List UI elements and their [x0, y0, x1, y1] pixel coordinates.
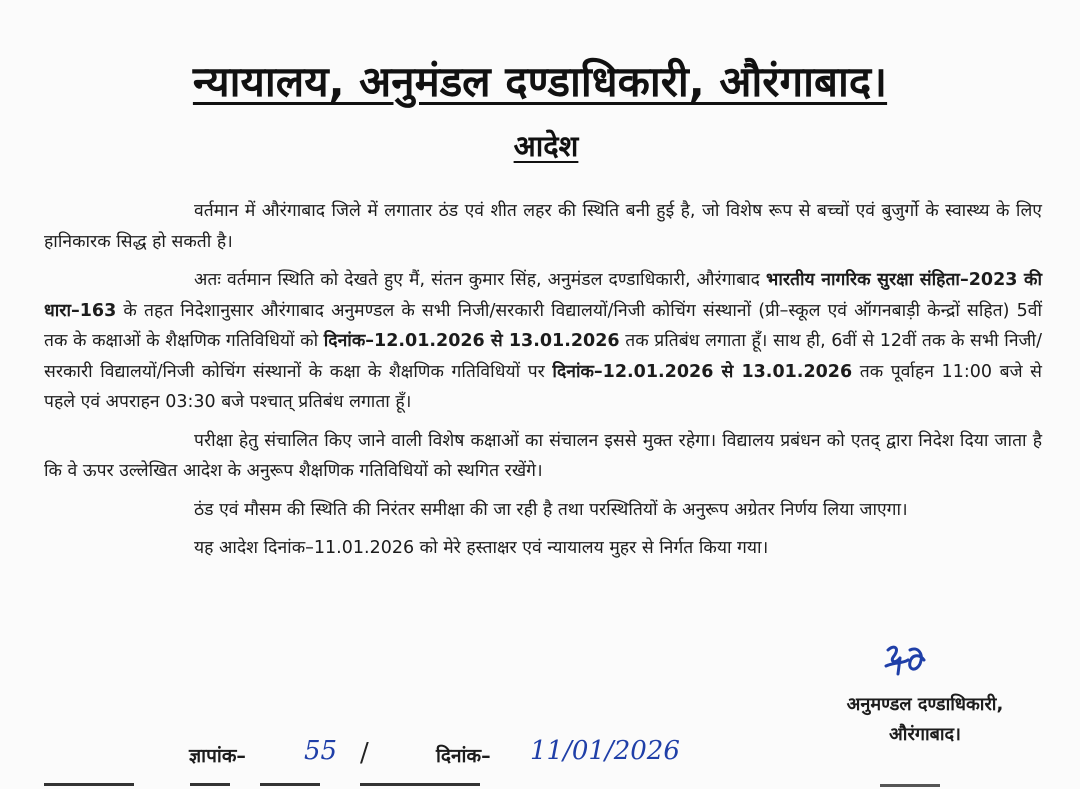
cropped-next-line: [0, 779, 1080, 789]
order-body: [44, 196, 1042, 572]
designation-place: औरंगाबाद।: [889, 724, 961, 745]
order-scope-primary: के तहत निदेशानुसार औरंगाबाद अनुमण्डल के सभी निजी/सरकारी विद्यालयों/निजी कोचिंग संस्थानों (प्री–स्कूल एवं ऑगनबाड़ी केन्द्रों सहित) 5वीं तक के कक्षाओं के शैक्षणिक गतिविधियों को: [44, 300, 1042, 351]
date-value: 11/01/2026: [530, 736, 680, 766]
order-timing: तक पूर्वाहन 11:00 बजे से पहले एवं अपराहन 03:30 बजे पश्चात् प्रतिबंध लगाता हूँ।: [44, 361, 1042, 412]
paragraph-review: ठंड एवं मौसम की स्थिति की निरंतर समीक्षा की जा रही है तथा परस्थितियों के अनुरूप अग्रेतर निर्णय लिया जाएगा।: [194, 499, 908, 520]
memo-number: 55: [304, 736, 338, 766]
order-intro: अतः वर्तमान स्थिति को देखते हुए मैं, संतन कुमार सिंह, अनुमंडल दण्डाधिकारी, औरंगाबाद: [194, 270, 760, 290]
order-heading: आदेश: [513, 129, 579, 163]
court-title: न्यायालय, अनुमंडल दण्डाधिकारी, औरंगाबाद।: [192, 57, 888, 106]
order-scope-secondary: तक प्रतिबंध लगाता हूँ। साथ ही, 6वीं से 12वीं तक के सभी निजी/सरकारी विद्यालयों/निजी कोचिंग संस्थानों के कक्षा के शैक्षणिक गतिविधियों पर: [44, 331, 1042, 382]
signatory-designation: [810, 690, 1040, 750]
paragraph-order: [44, 265, 1042, 418]
legal-section: भारतीय नागरिक सुरक्षा संहिता–2023 की धारा–163: [44, 270, 1043, 321]
ban-dates-secondary: दिनांक–12.01.2026 से 13.01.2026: [552, 361, 853, 382]
date-label: दिनांक–: [436, 745, 491, 767]
memo-slash: /: [360, 738, 369, 768]
paragraph-exemption: परीक्षा हेतु संचालित किए जाने वाली विशेष कक्षाओं का संचालन इससे मुक्त रहेगा। विद्यालय प्रबंधन को एतद् द्वारा निदेश दिया जाता है कि वे ऊपर उल्लेखित आदेश के अनुरूप शैक्षणिक गतिविधियों को स्थगित रखेंगे।: [44, 430, 1042, 481]
memo-label: ज्ञापांक–: [189, 745, 246, 767]
signature-mark: [880, 640, 932, 682]
ban-dates-primary: दिनांक–12.01.2026 से 13.01.2026: [323, 331, 620, 351]
paragraph-cold-wave: वर्तमान में औरंगाबाद जिले में लगातार ठंड एवं शीत लहर की स्थिति बनी हुई है, जो विशेष रूप से बच्चों एवं बुजुर्गो के स्वास्थ्य के लिए हानिकारक सिद्ध हो सकती है।: [44, 201, 1042, 252]
paragraph-issuance: यह आदेश दिनांक–11.01.2026 को मेरे हस्ताक्षर एवं न्यायालय मुहर से निर्गत किया गया।: [194, 538, 769, 558]
designation-title: अनुमण्डल दण्डाधिकारी,: [846, 694, 1004, 715]
